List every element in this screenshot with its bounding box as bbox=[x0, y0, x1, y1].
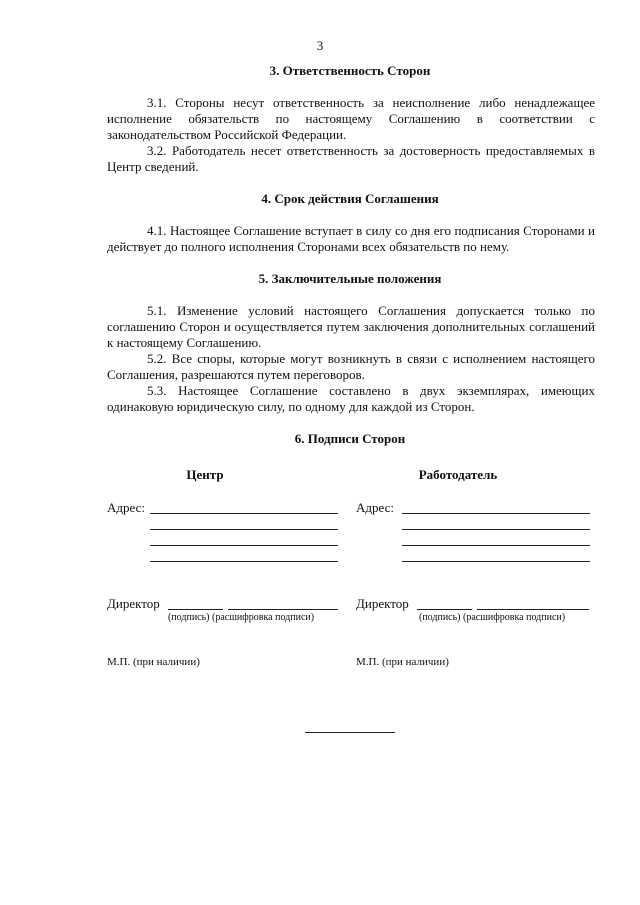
left-signature-line bbox=[168, 609, 223, 610]
section-6-title: 6. Подписи Сторон bbox=[294, 431, 406, 446]
page-number: 3 bbox=[316, 38, 324, 53]
right-stamp-note: М.П. (при наличии) bbox=[356, 656, 449, 668]
left-party-title: Центр bbox=[186, 467, 224, 482]
right-address-line bbox=[402, 561, 590, 562]
closing-separator-line bbox=[305, 732, 395, 733]
section-5-title: 5. Заключительные положения bbox=[258, 271, 442, 286]
left-signature-hint: (подпись) (расшифровка подписи) bbox=[168, 612, 315, 623]
section-4-title: 4. Срок действия Соглашения bbox=[261, 191, 439, 206]
paragraph-4-1: 4.1. Настоящее Соглашение вступает в силу со дня его подписания Сторонами и действует до полного исполнения Сторонами всех обязательств по нему. bbox=[107, 223, 595, 254]
paragraph-5-3: 5.3. Настоящее Соглашение составлено в двух экземплярах, имеющих одинаковую юридическую силу, по одному для каждой из Сторон. bbox=[107, 383, 595, 414]
left-address-line bbox=[150, 513, 338, 514]
right-party-title: Работодатель bbox=[418, 467, 498, 482]
paragraph-5-2: 5.2. Все споры, которые могут возникнуть в связи с исполнением настоящего Соглашения, разрешаются путем переговоров. bbox=[107, 351, 595, 382]
right-address-line bbox=[402, 529, 590, 530]
left-address-label: Адрес: bbox=[107, 500, 145, 515]
right-address-label: Адрес: bbox=[356, 500, 394, 515]
right-signature-hint: (подпись) (расшифровка подписи) bbox=[419, 612, 566, 623]
left-director-label: Директор bbox=[107, 596, 160, 611]
left-address-line bbox=[150, 529, 338, 530]
left-name-line bbox=[228, 609, 338, 610]
paragraph-3-1: 3.1. Стороны несут ответственность за неисполнение либо ненадлежащее исполнение обязательств по настоящему Соглашению в соответствии с законодательством Российской Федерации. bbox=[107, 95, 595, 142]
left-address-line bbox=[150, 561, 338, 562]
right-name-line bbox=[477, 609, 589, 610]
right-address-line bbox=[402, 513, 590, 514]
paragraph-3-2: 3.2. Работодатель несет ответственность за достоверность предоставляемых в Центр сведений. bbox=[107, 143, 595, 174]
left-stamp-note: М.П. (при наличии) bbox=[107, 656, 200, 668]
right-signature-line bbox=[417, 609, 472, 610]
right-director-label: Директор bbox=[356, 596, 409, 611]
left-address-line bbox=[150, 545, 338, 546]
right-address-line bbox=[402, 545, 590, 546]
paragraph-5-1: 5.1. Изменение условий настоящего Соглашения допускается только по соглашению Сторон и осуществляется путем заключения дополнительных соглашений к настоящему Соглашению. bbox=[107, 303, 595, 350]
section-3-title: 3. Ответственность Сторон bbox=[269, 63, 431, 78]
